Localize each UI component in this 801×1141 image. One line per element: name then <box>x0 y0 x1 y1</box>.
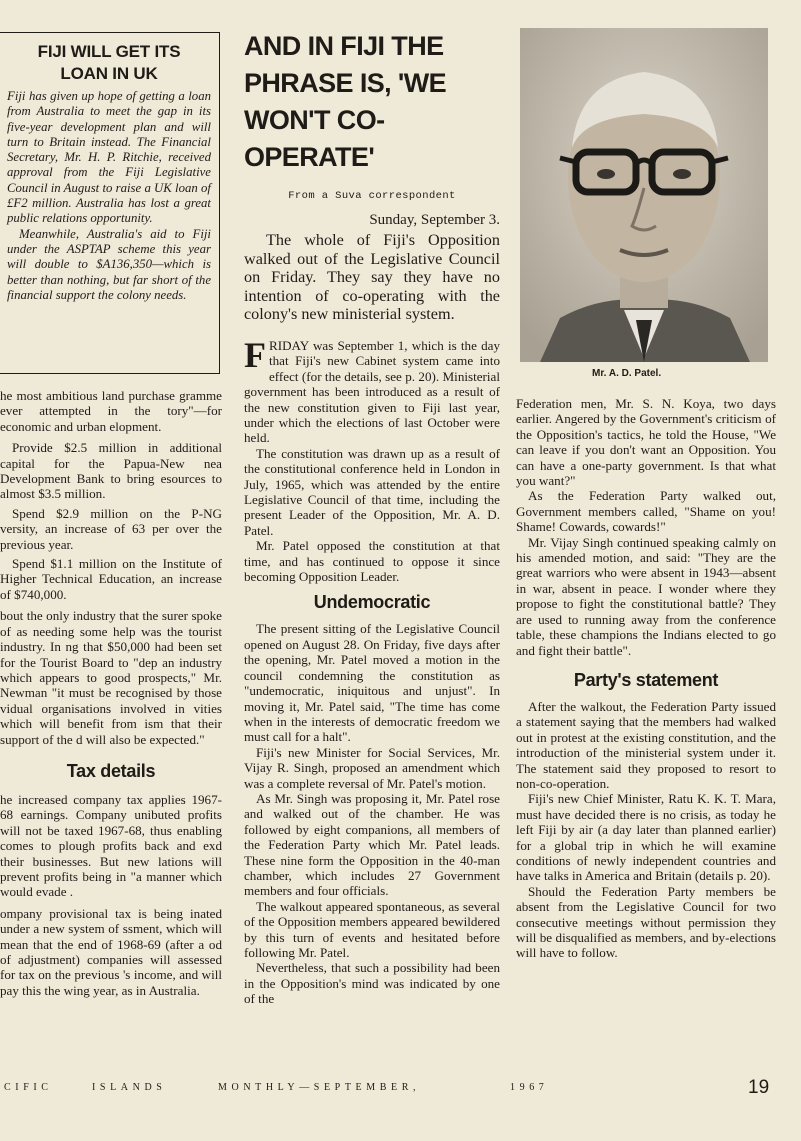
body-paragraph: Mr. Vijay Singh continued speaking calmly on his amended motion, and said: "They are the great warriors who were absent in 1943—absent in war, absent in peace. I wonder where they propose to fight the constitutional battle? They are used to running away from the conference table, these champions the Indians elected to go and fight their battle". <box>516 534 776 658</box>
body-paragraph: Spend $1.1 million on the Institute of Higher Technical Education, an increase of $740,000. <box>0 556 222 602</box>
portrait-illustration <box>520 28 768 362</box>
footer-year: 1967 <box>510 1082 549 1093</box>
article-dateline: Sunday, September 3. <box>369 212 500 228</box>
subhead-undemocratic: Undemocratic <box>313 592 431 613</box>
page-footer <box>0 1082 801 1100</box>
body-paragraph: RIDAY was September 1, which is the day that Fiji's new Cabinet system came into effect (for the details, see p. 20). Ministerial government has been introduced as a result of the new constitution given to Fiji last year, under which the elections of last October were held. <box>244 337 500 446</box>
body-paragraph: Nevertheless, that such a possibility had been in the Opposition's mind was indicated by one of the <box>244 960 500 1007</box>
body-paragraph: ompany provisional tax is being inated under a new system of ssment, which will mean that the end of 1968-69 (after a od of adjustment) companies will assessed for tax on the previous 's income, and will pay this the wing year, as in Australia. <box>0 905 222 998</box>
body-paragraph: he most ambitious land purchase gramme ever attempted in the tory"—for economic and urban elopment. <box>0 388 222 434</box>
body-paragraph: Provide $2.5 million in additional capital for the Papua-New nea Development Bank to bring esources to almost $3.5 million. <box>0 440 222 502</box>
subhead-partys-statement: Party's statement <box>573 669 719 690</box>
footer-islands: ISLANDS <box>92 1082 167 1093</box>
body-paragraph: The constitution was drawn up as a result of the constitutional conference held in London in July, 1965, which was attended by the entire Legislative Council of that time, including the present Leader of the Opposition, Mr. A. D. Patel. <box>244 445 500 538</box>
body-paragraph: Fiji's new Minister for Social Services, Mr. Vijay R. Singh, proposed an amendment which was a complete reversal of Mr. Patel's motion. <box>244 744 500 791</box>
body-paragraph: As Mr. Singh was proposing it, Mr. Patel rose and walked out of the chamber. He was followed by eight companions, all members of the Federation Party which Mr. Patel leads. These nine form the Opposition in the 40-man chamber, which includes 27 Government members and four officials. <box>244 790 500 899</box>
body-paragraph: bout the only industry that the surer spoke of as needing some help was the tourist industry. In ng that $50,000 had been set for the Tourist Board to "dep an industry which appears to good prospects," Mr. Newman "it must be recognised by those vidual organisations involved in vities which will benefit from ism that their support of the d will also be expected." <box>0 608 222 747</box>
subhead-tax-details: Tax details <box>66 760 156 781</box>
left-column-body <box>0 388 222 998</box>
sidebar-headline: FIJI WILL GET ITS LOAN IN UK <box>37 42 181 83</box>
body-paragraph: he increased company tax applies 1967-68 earnings. Company unibuted profits will not be taxed 1967-68, thus enabling comes to plough profits back and exd their businesses. But new lations will prevent profits being in "a manner which would evade . <box>0 791 222 900</box>
body-paragraph: After the walkout, the Federation Party issued a statement saying that the members had walked out in protest at the existing constitution, and the introduction of the ministerial system under it. The statement said they proposed to resort to non-co-operation. <box>516 698 776 791</box>
sidebar-box <box>0 32 220 374</box>
body-paragraph: The walkout appeared spontaneous, as several of the Opposition members appeared bewildered by this turn of events and hesitated before following Mr. Patel. <box>244 898 500 960</box>
body-paragraph: As the Federation Party walked out, Government members called, "Shame on you! Shame! Cowards, cowards!" <box>516 488 776 535</box>
body-paragraph: Mr. Patel opposed the constitution at that time, and has continued to oppose it since becoming Opposition Leader. <box>244 538 500 585</box>
drop-cap: F <box>244 334 266 375</box>
body-paragraph: Spend $2.9 million on the P-NG versity, an increase of 63 per over the previous year. <box>0 505 222 552</box>
photo-caption: Mr. A. D. Patel. <box>592 368 662 379</box>
sidebar-paragraph: Meanwhile, Australia's aid to Fiji under the ASPTAP scheme this year will double to $A136,350—which is better than nothing, but far short of the financial support the colony needs. <box>7 226 211 302</box>
sidebar-paragraph: Fiji has given up hope of getting a loan from Australia to meet the gap in its five-year development plan and will turn to Britain instead. The Financial Secretary, Mr. H. P. Ritchie, received approval from the Fiji Legislative Council in August to raise a UK loan of £F2 million. Australia has lost a great public relations opportunity. <box>7 89 211 226</box>
body-paragraph: The present sitting of the Legislative Council opened on August 28. On Friday, five days after the opening, Mr. Patel moved a motion in the council condemning the constitution as "undemocratic, iniquitous and unjust". In moving it, Mr. Patel said, "The time has come when in the interests of democratic freedom we must call for a halt". <box>244 621 500 745</box>
article-lead: The whole of Fiji's Opposition walked out of the Legislative Council on Friday. They say they have no intention of co-operating with the colony's new ministerial system. <box>244 231 500 324</box>
body-paragraph: Federation men, Mr. S. N. Koya, two days earlier. Angered by the Government's criticism of the Opposition's tactics, he told the House, "We can leave if you don't want an Opposition. You can have a one-party government. Is that what you want?" <box>516 396 776 489</box>
portrait-photo <box>520 28 768 362</box>
footer-left: CIFIC <box>4 1082 53 1093</box>
footer-monthly: MONTHLY—SEPTEMBER, <box>218 1082 421 1093</box>
page-number: 19 <box>748 1077 770 1098</box>
article-headline: AND IN FIJI THE PHRASE IS, 'WE WON'T CO-OPERATE' <box>244 31 447 172</box>
body-paragraph: Should the Federation Party members be absent from the Legislative Council for two consecutive meetings without permission they will be disqualified as members, and by-elections will have to follow. <box>516 883 776 961</box>
body-paragraph: Fiji's new Chief Minister, Ratu K. K. T. Mara, must have decided there is no crisis, as today he left Fiji by air (a day later than planned earlier) for a global trip in which he will examine conditions of newly independent countries and have talks in America and Britain (details p. 20). <box>516 791 776 884</box>
first-paragraph <box>244 334 500 446</box>
article-byline: From a Suva correspondent <box>288 190 456 202</box>
